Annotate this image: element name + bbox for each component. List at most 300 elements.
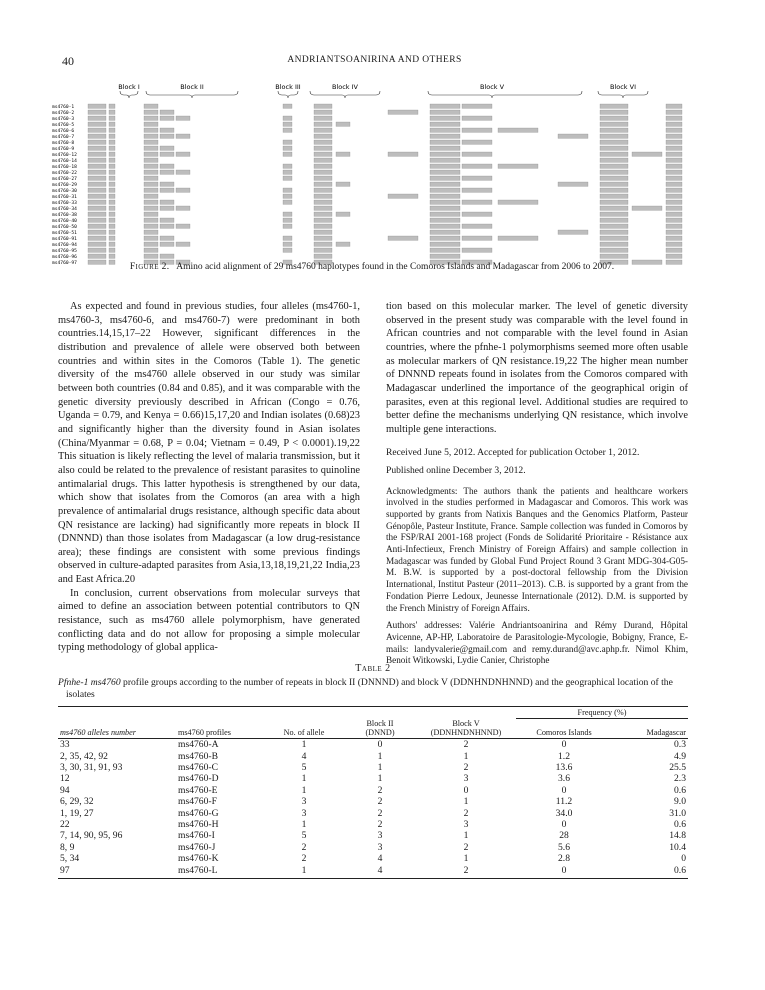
residue-block xyxy=(283,218,292,222)
table-cell: 1 xyxy=(463,750,469,762)
residue-block xyxy=(88,104,106,108)
residue-block xyxy=(283,188,292,192)
residue-block xyxy=(600,128,628,132)
residue-block xyxy=(160,206,174,210)
table-cell: 1 xyxy=(301,739,307,751)
residue-block xyxy=(666,152,682,156)
residue-block xyxy=(109,224,115,228)
residue-block xyxy=(666,254,682,258)
residue-block xyxy=(462,176,492,180)
haplotype-label: ms4760-34 xyxy=(52,207,77,212)
residue-block xyxy=(144,188,158,192)
residue-block xyxy=(144,212,158,216)
table-cell: 13.6 xyxy=(555,761,573,773)
residue-block xyxy=(283,140,292,144)
residue-block xyxy=(144,248,158,252)
table-cell: 3 xyxy=(377,830,383,842)
residue-block xyxy=(176,224,190,228)
table-cell: 0.6 xyxy=(674,784,686,796)
residue-block xyxy=(430,158,460,162)
table-cell: 3 xyxy=(463,818,469,830)
block-brace xyxy=(146,91,238,98)
residue-block xyxy=(109,188,115,192)
residue-block xyxy=(430,128,460,132)
residue-block xyxy=(600,110,628,114)
block-label: Block I xyxy=(118,83,140,91)
col-alleles-header: ms4760 alleles number xyxy=(60,728,136,738)
block-label: Block III xyxy=(275,83,301,91)
residue-block xyxy=(283,164,292,168)
residue-block xyxy=(144,134,158,138)
residue-block xyxy=(176,116,190,120)
residue-block xyxy=(336,182,350,186)
residue-block xyxy=(160,236,174,240)
residue-block xyxy=(283,194,292,198)
table-cell: 2.8 xyxy=(558,853,570,865)
residue-block xyxy=(498,128,538,132)
residue-block xyxy=(430,182,460,186)
residue-block xyxy=(666,182,682,186)
table-cell: 0.6 xyxy=(612,865,688,879)
authors-addresses: Authors' addresses: Valérie Andriantsoanirina and Rémy Durand, Hôpital Avicenne, AP-HP, Laboratoire de Parasitologie-Mycologie, Bobigny, France, E-mails: landyvalerie@gmail.com and remy.durand@avc.aphp.fr. Nimol Khim, Benoit Witkowski, Lydie Canier, Christophe xyxy=(386,620,688,666)
residue-block xyxy=(430,212,460,216)
residue-block xyxy=(109,134,115,138)
residue-block xyxy=(430,224,460,228)
residue-block xyxy=(600,164,628,168)
table-cell: 2 xyxy=(377,784,383,796)
residue-block xyxy=(144,218,158,222)
residue-block xyxy=(283,170,292,174)
block2-sub: (DNND) xyxy=(365,728,395,738)
table-cell: 0 xyxy=(561,818,567,830)
residue-block xyxy=(600,200,628,204)
col-block5-header xyxy=(416,718,516,739)
figure-label: Figure 2. xyxy=(129,262,170,272)
residue-block xyxy=(430,164,460,168)
alignment-graphic xyxy=(52,78,692,266)
table-cell: 2 xyxy=(463,761,469,773)
residue-block xyxy=(462,164,492,168)
residue-block xyxy=(600,212,628,216)
residue-block xyxy=(666,218,682,222)
table-row xyxy=(58,773,688,784)
table-cell: 0 xyxy=(377,739,383,751)
figure-caption-text: Amino acid alignment of 29 ms4760 haplotypes found in the Comoros Islands and Madagascar from 2006 to 2007. xyxy=(176,262,615,272)
residue-block xyxy=(462,248,492,252)
block2-label: Block II xyxy=(366,719,394,729)
haplotype-label: ms4760-96 xyxy=(52,255,77,260)
residue-block xyxy=(666,146,682,150)
paragraph: In conclusion, current observations from molecular surveys that aimed to define an association between potential contributors to QN resistance, such as ms4760 allele polymorphism, have generated conflicting data and do not allow for proposing a simple molecular typing methodology of global applica- xyxy=(58,587,360,654)
haplotype-label: ms4760-31 xyxy=(52,195,77,200)
residue-block xyxy=(109,200,115,204)
table-cell: ms4760-G xyxy=(178,807,219,819)
table-cell: 4 xyxy=(377,853,383,865)
table-cell: 1 xyxy=(377,761,383,773)
residue-block xyxy=(462,116,492,120)
table-cell: 1 xyxy=(301,784,307,796)
residue-block xyxy=(176,170,190,174)
residue-block xyxy=(160,218,174,222)
residue-block xyxy=(88,116,106,120)
table-cell: 0.3 xyxy=(674,739,686,751)
table-cell: 1 xyxy=(301,773,307,785)
acknowledgments: Acknowledgments: The authors thank the patients and healthcare workers involved in the studies performed in Madagascar and Comoros. This work was supported by grants from Natixis Banques and the Genomics Platform, Pasteur Génopôle, Pasteur Institute, France. Sample collection was funded in Comoros by the FSP/RAI 2001-168 project (Fonds de Solidarité Prioritaire - Résistance aux Anti-Infectieux, French Ministry of Foreign Affairs) and sample collection in Madagascar was funded by Global Fund Project Round 3 Grant MDG-304-G05-M. B.W. is supported by a post-doctoral fellowship from the Division International, Institut Pasteur (2011–2013). C.B. is supported by a grant from the Fondation Pierre Ledoux, Jeunesse Internationale (2012). D.M. is supported by the French Ministry of Foreign Affairs. xyxy=(386,485,688,613)
residue-block xyxy=(144,254,158,258)
residue-block xyxy=(430,248,460,252)
table-cell: 8, 9 xyxy=(60,841,75,853)
col-block2-header xyxy=(344,718,416,739)
block5-sub: (DDNHNDNHNND) xyxy=(430,728,502,738)
residue-block xyxy=(160,200,174,204)
table-caption-italic: Pfnhe-1 ms4760 xyxy=(58,677,121,688)
col-no-allele-header: No. of allele xyxy=(264,718,344,739)
residue-block xyxy=(462,140,492,144)
page-number: 40 xyxy=(62,54,74,68)
haplotype-label: ms4760-3 xyxy=(52,117,75,122)
table-cell: 0 xyxy=(516,865,612,879)
residue-block xyxy=(314,236,332,240)
residue-block xyxy=(283,176,292,180)
table-cell: 5 xyxy=(301,761,307,773)
residue-block xyxy=(430,104,460,108)
residue-block xyxy=(160,182,174,186)
table-cell: 11.2 xyxy=(555,796,573,808)
block5-label: Block V xyxy=(452,719,480,729)
table-cell: 1 xyxy=(463,796,469,808)
residue-block xyxy=(462,212,492,216)
table-cell: 3 xyxy=(377,841,383,853)
residue-block xyxy=(109,176,115,180)
haplotype-label: ms4760-33 xyxy=(52,201,77,206)
residue-block xyxy=(314,164,332,168)
table-cell: 3 xyxy=(301,807,307,819)
residue-block xyxy=(600,224,628,228)
residue-block xyxy=(109,104,115,108)
residue-block xyxy=(144,170,158,174)
table-title: Table 2 xyxy=(355,663,391,674)
residue-block xyxy=(144,164,158,168)
table-cell: 28 xyxy=(559,830,569,842)
residue-block xyxy=(314,122,332,126)
residue-block xyxy=(88,254,106,258)
residue-block xyxy=(666,224,682,228)
residue-block xyxy=(600,248,628,252)
residue-block xyxy=(388,194,418,198)
residue-block xyxy=(88,140,106,144)
residue-block xyxy=(600,152,628,156)
residue-block xyxy=(314,194,332,198)
residue-block xyxy=(144,194,158,198)
residue-block xyxy=(430,146,460,150)
table-cell: 3 xyxy=(463,773,469,785)
residue-block xyxy=(88,230,106,234)
residue-block xyxy=(109,116,115,120)
table-row xyxy=(58,785,688,796)
residue-block xyxy=(666,104,682,108)
residue-block xyxy=(336,122,350,126)
residue-block xyxy=(666,236,682,240)
residue-block xyxy=(600,140,628,144)
table-row xyxy=(58,796,688,807)
residue-block xyxy=(88,170,106,174)
residue-block xyxy=(314,188,332,192)
residue-block xyxy=(109,146,115,150)
haplotype-label: ms4760-22 xyxy=(52,171,77,176)
residue-block xyxy=(109,158,115,162)
table-cell: 2 xyxy=(463,739,469,751)
residue-block xyxy=(160,242,174,246)
haplotype-label: ms4760-97 xyxy=(52,261,77,266)
residue-block xyxy=(666,158,682,162)
residue-block xyxy=(430,134,460,138)
residue-block xyxy=(666,128,682,132)
table-cell: ms4760-B xyxy=(178,750,218,762)
residue-block xyxy=(176,206,190,210)
table-2 xyxy=(58,663,688,879)
block-label: Block IV xyxy=(331,83,359,91)
residue-block xyxy=(160,152,174,156)
table-cell: 1 xyxy=(264,865,344,879)
residue-block xyxy=(160,110,174,114)
residue-block xyxy=(388,152,418,156)
residue-block xyxy=(160,188,174,192)
residue-block xyxy=(144,140,158,144)
table-cell: 1 xyxy=(377,773,383,785)
residue-block xyxy=(336,212,350,216)
profile-table xyxy=(58,706,688,879)
table-cell: 4 xyxy=(344,865,416,879)
residue-block xyxy=(88,194,106,198)
table-row xyxy=(58,853,688,864)
haplotype-label: ms4760-2 xyxy=(52,111,75,116)
block-label: Block VI xyxy=(609,83,637,91)
residue-block xyxy=(88,134,106,138)
haplotype-label: ms4760-38 xyxy=(52,213,77,218)
alignment-figure xyxy=(52,78,692,266)
table-cell: 0 xyxy=(681,853,686,865)
residue-block xyxy=(283,224,292,228)
residue-block xyxy=(666,200,682,204)
residue-block xyxy=(109,122,115,126)
residue-block xyxy=(430,242,460,246)
table-cell: 9.0 xyxy=(674,796,686,808)
col-madagascar-header: Madagascar xyxy=(612,718,688,739)
table-cell: 4.9 xyxy=(674,750,686,762)
table-cell: 4 xyxy=(301,750,307,762)
residue-block xyxy=(666,134,682,138)
residue-block xyxy=(144,242,158,246)
haplotype-label: ms4760-91 xyxy=(52,237,77,242)
residue-block xyxy=(600,194,628,198)
residue-block xyxy=(430,254,460,258)
residue-block xyxy=(109,218,115,222)
residue-block xyxy=(600,188,628,192)
table-cell: 1 xyxy=(377,750,383,762)
residue-block xyxy=(176,188,190,192)
residue-block xyxy=(283,104,292,108)
residue-block xyxy=(283,242,292,246)
residue-block xyxy=(430,170,460,174)
residue-block xyxy=(109,110,115,114)
residue-block xyxy=(430,116,460,120)
residue-block xyxy=(462,104,492,108)
residue-block xyxy=(144,122,158,126)
table-cell: ms4760-F xyxy=(178,796,217,808)
residue-block xyxy=(430,236,460,240)
residue-block xyxy=(144,200,158,204)
residue-block xyxy=(314,218,332,222)
residue-block xyxy=(283,200,292,204)
residue-block xyxy=(160,146,174,150)
table-cell: 6, 29, 32 xyxy=(60,796,94,808)
residue-block xyxy=(144,176,158,180)
residue-block xyxy=(666,248,682,252)
haplotype-label: ms4760-1 xyxy=(52,105,75,110)
right-column xyxy=(386,300,688,667)
residue-block xyxy=(600,230,628,234)
residue-block xyxy=(109,194,115,198)
residue-block xyxy=(176,152,190,156)
residue-block xyxy=(462,200,492,204)
residue-block xyxy=(88,122,106,126)
residue-block xyxy=(430,122,460,126)
residue-block xyxy=(314,206,332,210)
table-cell: 2 xyxy=(463,807,469,819)
residue-block xyxy=(462,188,492,192)
col-profiles-header: ms4760 profiles xyxy=(176,718,264,739)
residue-block xyxy=(498,200,538,204)
table-cell: 12 xyxy=(60,773,70,785)
residue-block xyxy=(160,134,174,138)
table-cell: ms4760-C xyxy=(178,761,218,773)
residue-block xyxy=(666,140,682,144)
haplotype-label: ms4760-5 xyxy=(52,123,75,128)
residue-block xyxy=(144,230,158,234)
table-cell: 2 xyxy=(377,818,383,830)
residue-block xyxy=(430,206,460,210)
residue-block xyxy=(666,164,682,168)
table-row xyxy=(58,762,688,773)
table-cell: ms4760-J xyxy=(178,841,216,853)
table-row xyxy=(58,830,688,841)
residue-block xyxy=(314,158,332,162)
haplotype-label: ms4760-7 xyxy=(52,135,75,140)
table-cell: 10.4 xyxy=(669,841,686,853)
residue-block xyxy=(109,128,115,132)
residue-block xyxy=(600,158,628,162)
residue-block xyxy=(314,254,332,258)
table-cell: ms4760-L xyxy=(176,865,264,879)
residue-block xyxy=(160,224,174,228)
residue-block xyxy=(666,176,682,180)
table-cell: 3, 30, 31, 91, 93 xyxy=(60,761,123,773)
table-cell: 0 xyxy=(561,784,567,796)
table-cell: 1 xyxy=(463,853,469,865)
residue-block xyxy=(666,122,682,126)
residue-block xyxy=(283,248,292,252)
residue-block xyxy=(144,110,158,114)
table-row xyxy=(58,842,688,853)
table-cell: 3.6 xyxy=(558,773,570,785)
residue-block xyxy=(430,194,460,198)
residue-block xyxy=(88,200,106,204)
residue-block xyxy=(283,236,292,240)
residue-block xyxy=(498,164,538,168)
table-cell: 97 xyxy=(58,865,176,879)
residue-block xyxy=(314,182,332,186)
residue-block xyxy=(144,206,158,210)
table-caption-rest: profile groups according to the number of repeats in block II (DNNND) and block V (DDNHNDNHNND) and the geographical location of the isolates xyxy=(66,677,673,700)
residue-block xyxy=(314,200,332,204)
residue-block xyxy=(388,236,418,240)
table-cell: 5 xyxy=(301,830,307,842)
residue-block xyxy=(314,146,332,150)
residue-block xyxy=(600,122,628,126)
block-label: Block II xyxy=(180,83,204,91)
residue-block xyxy=(160,170,174,174)
residue-block xyxy=(109,206,115,210)
left-column xyxy=(58,300,360,655)
table-cell: 0.6 xyxy=(674,818,686,830)
residue-block xyxy=(283,116,292,120)
residue-block xyxy=(109,140,115,144)
residue-block xyxy=(600,146,628,150)
running-title: ANDRIANTSOANIRINA AND OTHERS xyxy=(287,55,462,65)
residue-block xyxy=(88,224,106,228)
residue-block xyxy=(430,200,460,204)
table-row xyxy=(58,865,688,879)
residue-block xyxy=(144,104,158,108)
table-cell: 5, 34 xyxy=(60,853,80,865)
table-cell: 2, 35, 42, 92 xyxy=(60,750,108,762)
residue-block xyxy=(144,116,158,120)
residue-block xyxy=(144,224,158,228)
residue-block xyxy=(666,188,682,192)
running-head xyxy=(62,54,687,68)
residue-block xyxy=(666,170,682,174)
residue-block xyxy=(430,176,460,180)
table-cell: 2 xyxy=(377,807,383,819)
residue-block xyxy=(314,212,332,216)
residue-block xyxy=(88,236,106,240)
residue-block xyxy=(88,218,106,222)
residue-block xyxy=(314,230,332,234)
residue-block xyxy=(88,182,106,186)
block-brace xyxy=(278,91,298,98)
residue-block xyxy=(314,116,332,120)
residue-block xyxy=(88,206,106,210)
residue-block xyxy=(666,212,682,216)
residue-block xyxy=(109,242,115,246)
residue-block xyxy=(462,236,492,240)
residue-block xyxy=(176,134,190,138)
residue-block xyxy=(430,188,460,192)
residue-block xyxy=(314,134,332,138)
residue-block xyxy=(600,176,628,180)
table-cell: 34.0 xyxy=(555,807,573,819)
residue-block xyxy=(666,116,682,120)
residue-block xyxy=(600,218,628,222)
haplotype-label: ms4760-9 xyxy=(52,147,75,152)
table-cell: 1, 19, 27 xyxy=(60,807,94,819)
block-brace xyxy=(598,91,648,98)
residue-block xyxy=(462,224,492,228)
residue-block xyxy=(336,152,350,156)
residue-block xyxy=(88,152,106,156)
frequency-header: Frequency (%) xyxy=(516,706,688,718)
table-cell: ms4760-I xyxy=(178,830,215,842)
